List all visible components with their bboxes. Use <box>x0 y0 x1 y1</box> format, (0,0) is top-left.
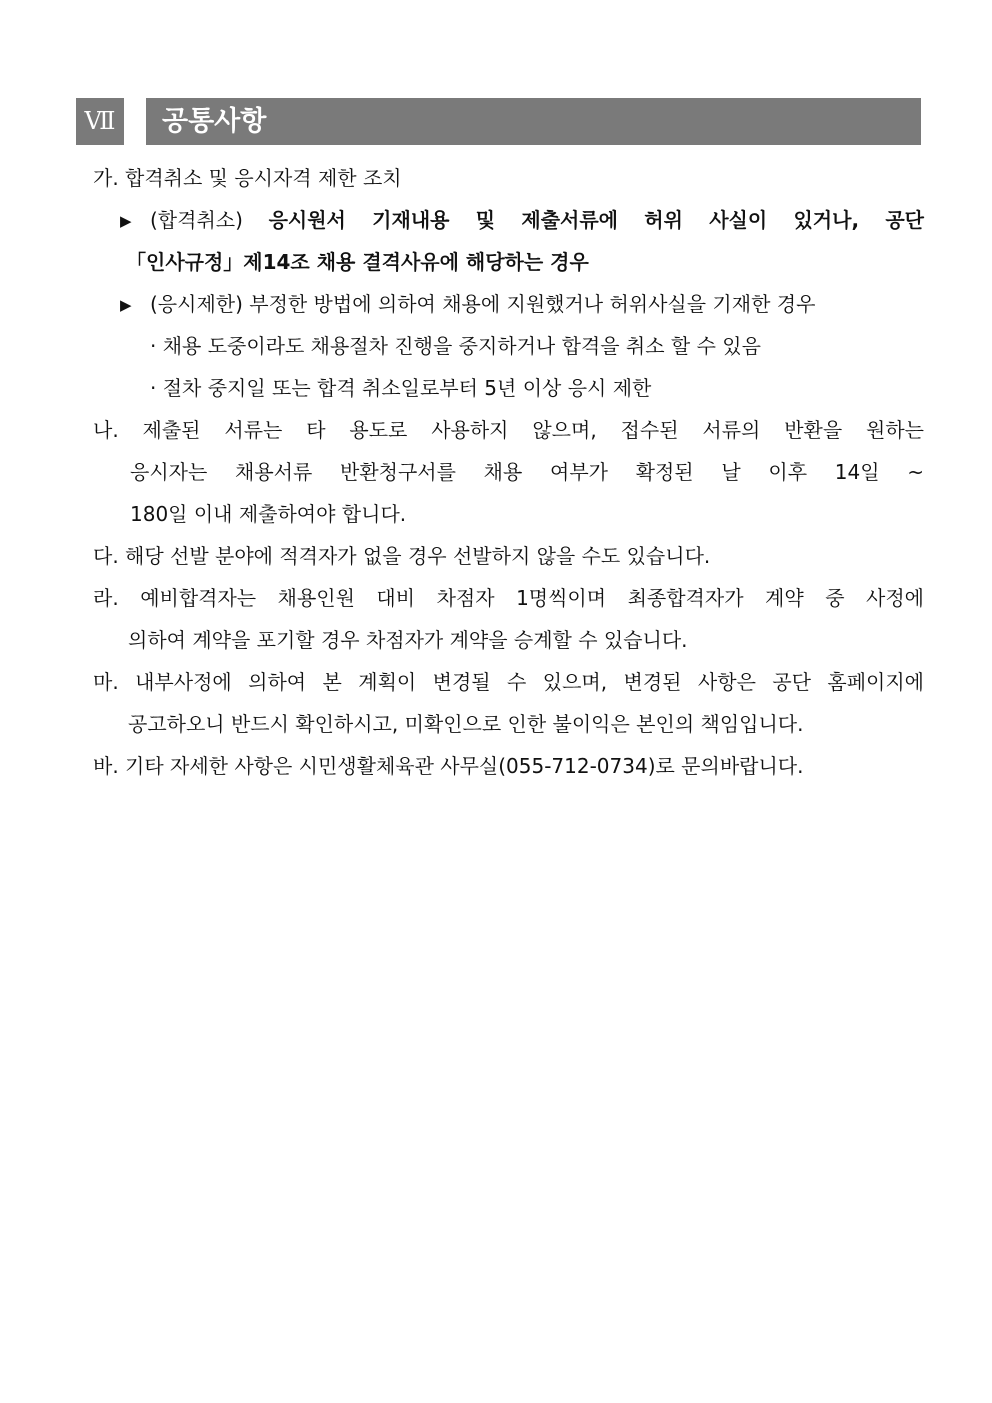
item-ga: 가. 합격취소 및 응시자격 제한 조치 <box>93 166 402 190</box>
item-da: 다. 해당 선발 분야에 적격자가 없을 경우 선발하지 않을 수도 있습니다. <box>93 544 711 568</box>
item-ga-bullet-2 <box>120 283 815 325</box>
bullet-text: (응시제한) 부정한 방법에 의하여 채용에 지원했거나 허위사실을 기재한 경우 <box>150 292 816 316</box>
triangle-bullet-icon: ▶ <box>120 212 132 230</box>
section-number: Ⅶ <box>76 98 124 145</box>
item-na-line-3: 180일 이내 제출하여야 합니다. <box>130 502 407 526</box>
item-na-line-2: 응시자는 채용서류 반환청구서를 채용 여부가 확정된 날 이후 14일 ~ <box>130 460 924 484</box>
item-ra-line-1: 라. 예비합격자는 채용인원 대비 차점자 1명씩이며 최종합격자가 계약 중 사정에 <box>93 586 924 610</box>
bullet-bold-text: 응시원서 기재내용 및 제출서류에 허위 사실이 있거나, 공단 <box>268 208 924 232</box>
item-ga-bullet-1-line-2: 「인사규정」제14조 채용 결격사유에 해당하는 경우 <box>126 250 589 274</box>
section-header <box>76 98 921 145</box>
item-ga-sub-2: · 절차 중지일 또는 합격 취소일로부터 5년 이상 응시 제한 <box>150 376 652 400</box>
item-ga-sub-1: · 채용 도중이라도 채용절차 진행을 중지하거나 합격을 취소 할 수 있음 <box>150 334 761 358</box>
bullet-prefix: (합격취소) <box>150 208 243 232</box>
section-title: 공통사항 <box>146 98 921 145</box>
item-ma-line-1: 마. 내부사정에 의하여 본 계획이 변경될 수 있으며, 변경된 사항은 공단 홈페이지에 <box>93 670 924 694</box>
item-ma-line-2: 공고하오니 반드시 확인하시고, 미확인으로 인한 불이익은 본인의 책임입니다. <box>128 712 804 736</box>
item-na-line-1: 나. 제출된 서류는 타 용도로 사용하지 않으며, 접수된 서류의 반환을 원하는 <box>93 418 924 442</box>
triangle-bullet-icon: ▶ <box>120 296 132 314</box>
item-ga-bullet-1-line-1 <box>120 199 924 241</box>
item-ba: 바. 기타 자세한 사항은 시민생활체육관 사무실(055-712-0734)로 문의바랍니다. <box>93 754 804 778</box>
item-ra-line-2: 의하여 계약을 포기할 경우 차점자가 계약을 승계할 수 있습니다. <box>128 628 688 652</box>
